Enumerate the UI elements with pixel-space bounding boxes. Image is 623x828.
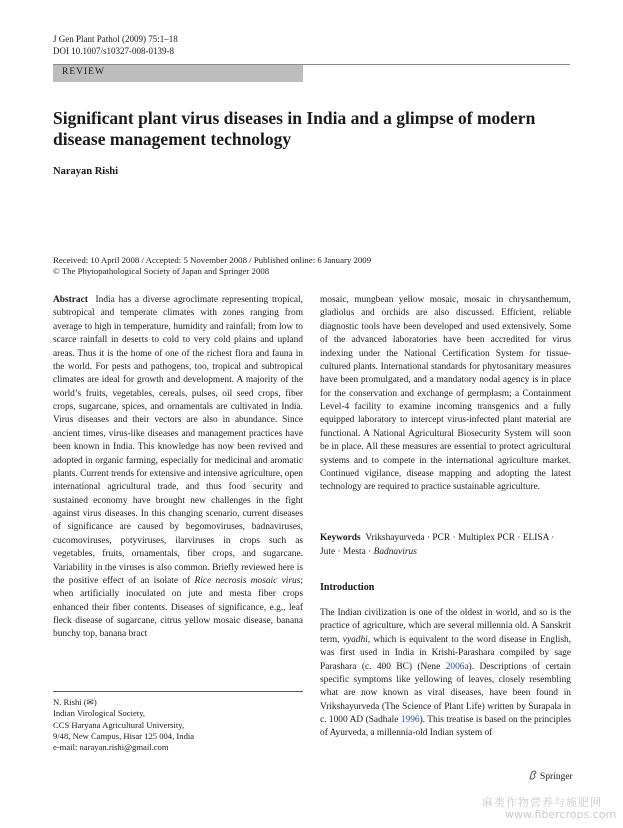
intro-part-1: The Indian civilization is one of the oldest in world, and so is the practice of agriculture, which are several millennia old. A Sanskrit term, <box>320 608 571 645</box>
springer-label: Springer <box>540 772 573 782</box>
abstract-label: Abstract <box>53 295 88 305</box>
footnote-line2: CCS Haryana Agricultural University, <box>53 719 185 730</box>
abstract-text-3: mosaic, mungbean yellow mosaic, mosaic in chrysanthemum, gladiolus and orchids are also discussed. Efficient, reliable diagnostic tools have been developed and used extensively. Some of the advanced laboratories have been accredited for virus indexing under the National Certification System for tissue-cultured plants. International standards for phytosanitary measures have been promulgated, and a mandatory nodal agency is in place for the conservation and exchange of germplasm; a Containment Level-4 facility to examine incoming transgenics and a fully equipped laboratory to intercept virus-infected plant material are functional. A National Agricultural Biosecurity System will soon be in place. All these measures are essential to protect agricultural systems and to compete in the international agriculture market. Continued vigilance, disease mapping and adopting the latest technology are required to practice sustainable agriculture. <box>320 295 571 493</box>
journal-header <box>53 33 178 57</box>
footnote-name: N. Rishi (✉) <box>53 697 97 707</box>
footnote-line1: Indian Virological Society, <box>53 708 146 719</box>
dates-line: Received: 10 April 2008 / Accepted: 5 November 2008 / Published online: 6 January 2009 <box>53 255 372 265</box>
citation-link-nene[interactable]: 2006a <box>445 661 469 672</box>
footnote-line3: 9/48, New Campus, Hisar 125 004, India <box>53 730 195 741</box>
author-name: Narayan Rishi <box>53 166 119 177</box>
author-footnote <box>53 697 194 753</box>
introduction-heading: Introduction <box>320 582 375 593</box>
introduction-text <box>320 607 571 741</box>
keywords-text: Vrikshayurveda · PCR · Multiplex PCR · ELISA · Jute · Mesta · <box>320 533 555 557</box>
copyright-line: © The Phytopathological Society of Japan and Springer 2008 <box>53 266 270 276</box>
virus-name: Rice necrosis mosaic virus <box>194 575 301 586</box>
keywords-italic: Badnavirus <box>373 547 417 557</box>
keywords <box>320 531 571 559</box>
article-history <box>53 255 371 277</box>
abstract-right-column <box>320 294 571 495</box>
footnote-rule <box>53 691 303 692</box>
citation-link-sadhale[interactable]: 1996 <box>400 715 420 725</box>
watermark-site-name: 麻类作物营养与施肥网 <box>482 796 602 809</box>
intro-part-2: , which is equivalent to the word disease in English, was first used in India in Krishi-Parashara compiled by sage Parashara (c. 400 BC) (Nene <box>320 634 571 672</box>
springer-mark <box>528 770 573 782</box>
journal-citation: J Gen Plant Pathol (2009) 75:1–18 <box>53 34 178 44</box>
term-vyadhi: vyadhi <box>342 634 368 645</box>
abstract-left-column <box>53 294 303 642</box>
intro-part-4: ). This treatise is based on the principles of Ayurveda, a millennia-old Indian system of <box>320 715 572 739</box>
abstract-text-2: ; when artificially inoculated on jute and mesta fiber crops enhanced their fiber contents. Diseases of significance, e.g., leaf fleck disease of sugarcane, citrus yellow mosaic disease, banana bunchy top, banana bract <box>53 575 303 640</box>
keywords-label: Keywords <box>320 533 361 543</box>
intro-part-3: ). Descriptions of certain specific symptoms like yellowing of leaves, closely resembling what are now known as viral diseases, have been found in Vrikshayurveda (The Science of Plant Life) written by Surapala in c. 1000 AD (Sadhale <box>320 661 571 725</box>
abstract-text-1: India has a diverse agroclimate representing tropical, subtropical and temperate climates with zones ranging from average to high in temperature, humidity and rainfall; from low to scarce rainfall in deserts to cold to very cold plains and upland areas. Thus it is the home of one of the richest flora and fauna in the world. For pests and pathogens, too, tropical and subtropical climates are ideal for growth and development. A majority of the world’s fruits, vegetables, cereals, pulses, oil seed crops, fiber crops, sugarcane, spices, and ornamentals are cultivated in India. Virus diseases and their vectors are also in abundance. Since ancient times, virus-like diseases and management practices have been known in India. This knowledge has now been revived and adopted in organic farming, especially for medicinal and aromatic plants. Current trends for extensive and intensive agriculture, open international agricultural trade, and thus food security and sustained economy have brought new challenges in the fight against virus diseases. In this changing scenario, current diseases of significance are caused by begomoviruses, badnaviruses, cucomoviruses, potyviruses, ilarviruses in crops such as vegetables, fruits, ornamentals, fiber crops, and sugarcane. Variability in the viruses is also common. Briefly reviewed here is the positive effect of an isolate of <box>53 295 303 586</box>
doi: DOI 10.1007/s10327-008-0139-8 <box>53 46 174 56</box>
springer-horse-icon <box>528 770 538 780</box>
watermark-url: www.fibercrops.com <box>505 808 617 821</box>
section-label: REVIEW <box>62 67 105 77</box>
article-title: Significant plant virus diseases in India and a glimpse of modern disease management technology <box>53 108 536 149</box>
footnote-email: e-mail: narayan.rishi@gmail.com <box>53 742 169 753</box>
